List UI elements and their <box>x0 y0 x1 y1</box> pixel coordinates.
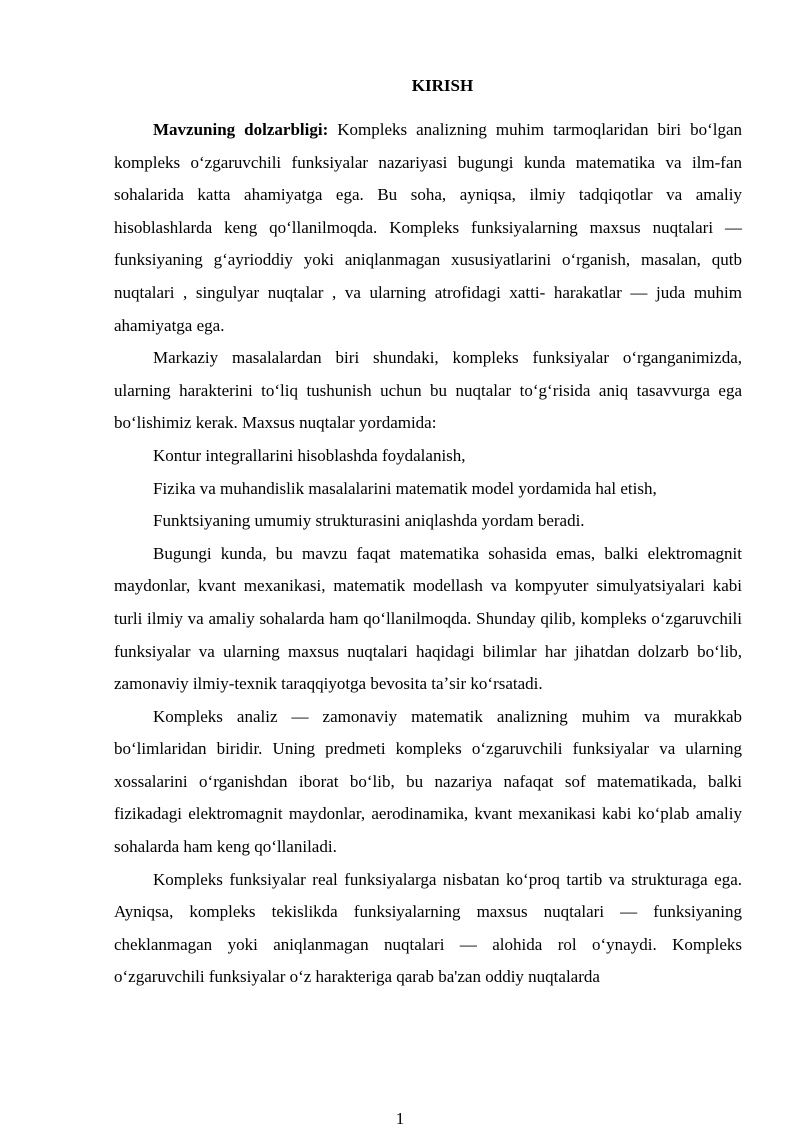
list-item: Kontur integrallarini hisoblashda foydalanish, <box>153 445 466 465</box>
list-item: Funktsiyaning umumiy strukturasini aniqlashda yordam beradi. <box>153 511 585 531</box>
document-body <box>114 114 742 994</box>
list-item: Fizika va muhandislik masalalarini matematik model yordamida hal etish, <box>153 478 657 498</box>
paragraph: Kompleks analiz — zamonaviy matematik analizning muhim va murakkab boʻlimlaridan biridir. Uning predmeti kompleks oʻzgaruvchili funksiyalar va ularning xossalarini oʻrganishdan iborat boʻlib, bu nazariya nafaqat sof matematikada, balki fizikadagi elektromagnit maydonlar, aerodinamika, kvant mexanikasi kabi koʻplab amaliy sohalarda ham keng qoʻllaniladi. <box>114 706 742 857</box>
paragraph-lead: Mavzuning dolzarbligi: <box>153 120 329 139</box>
page-number: 1 <box>395 1109 405 1128</box>
paragraph: Bugungi kunda, bu mavzu faqat matematika sohasida emas, balki elektromagnit maydonlar, kvant mexanikasi, matematik modellash va kompyuter simulyatsiyalari kabi turli ilmiy va amaliy sohalarda ham qoʻllanilmoqda. Shunday qilib, kompleks oʻzgaruvchili funksiyalar va ularning maxsus nuqtalari haqidagi bilimlar har jihatdan dolzarb boʻlib, zamonaviy ilmiy-texnik taraqqiyotga bevosita taʼsir koʻrsatadi. <box>114 543 742 694</box>
page-title: KIRISH <box>411 76 474 95</box>
paragraph: Markaziy masalalardan biri shundaki, kompleks funksiyalar oʻrganganimizda, ularning harakterini toʻliq tushunish uchun bu nuqtalar toʻgʻrisida aniq tasavvurga ega boʻlishimiz kerak. Maxsus nuqtalar yordamida: <box>114 348 742 433</box>
paragraph-text: Kompleks analizning muhim tarmoqlaridan biri boʻlgan kompleks oʻzgaruvchili funksiyalar nazariyasi bugungi kunda matematika va ilm-fan sohalarida katta ahamiyatga ega. Bu soha, ayniqsa, ilmiy tadqiqotlar va amaliy hisoblashlarda keng qoʻllanilmoqda. Kompleks funksiyalarning maxsus nuqtalari — funksiyaning gʻayrioddiy yoki aniqlanmagan xususiyatlarini oʻrganish, masalan, qutb nuqtalari , singulyar nuqtalar , va ularning atrofidagi xatti- harakatlar — juda muhim ahamiyatga ega. <box>114 120 742 335</box>
paragraph-relevance <box>114 114 742 342</box>
paragraph: Kompleks funksiyalar real funksiyalarga nisbatan koʻproq tartib va strukturaga ega. Ayniqsa, kompleks tekislikda funksiyalarning maxsus nuqtalari — funksiyaning cheklanmagan yoki aniqlanmagan nuqtalari — alohida rol oʻynaydi. Kompleks oʻzgaruvchili funksiyalar oʻz harakteriga qarab ba'zan oddiy nuqtalarda <box>114 869 742 987</box>
